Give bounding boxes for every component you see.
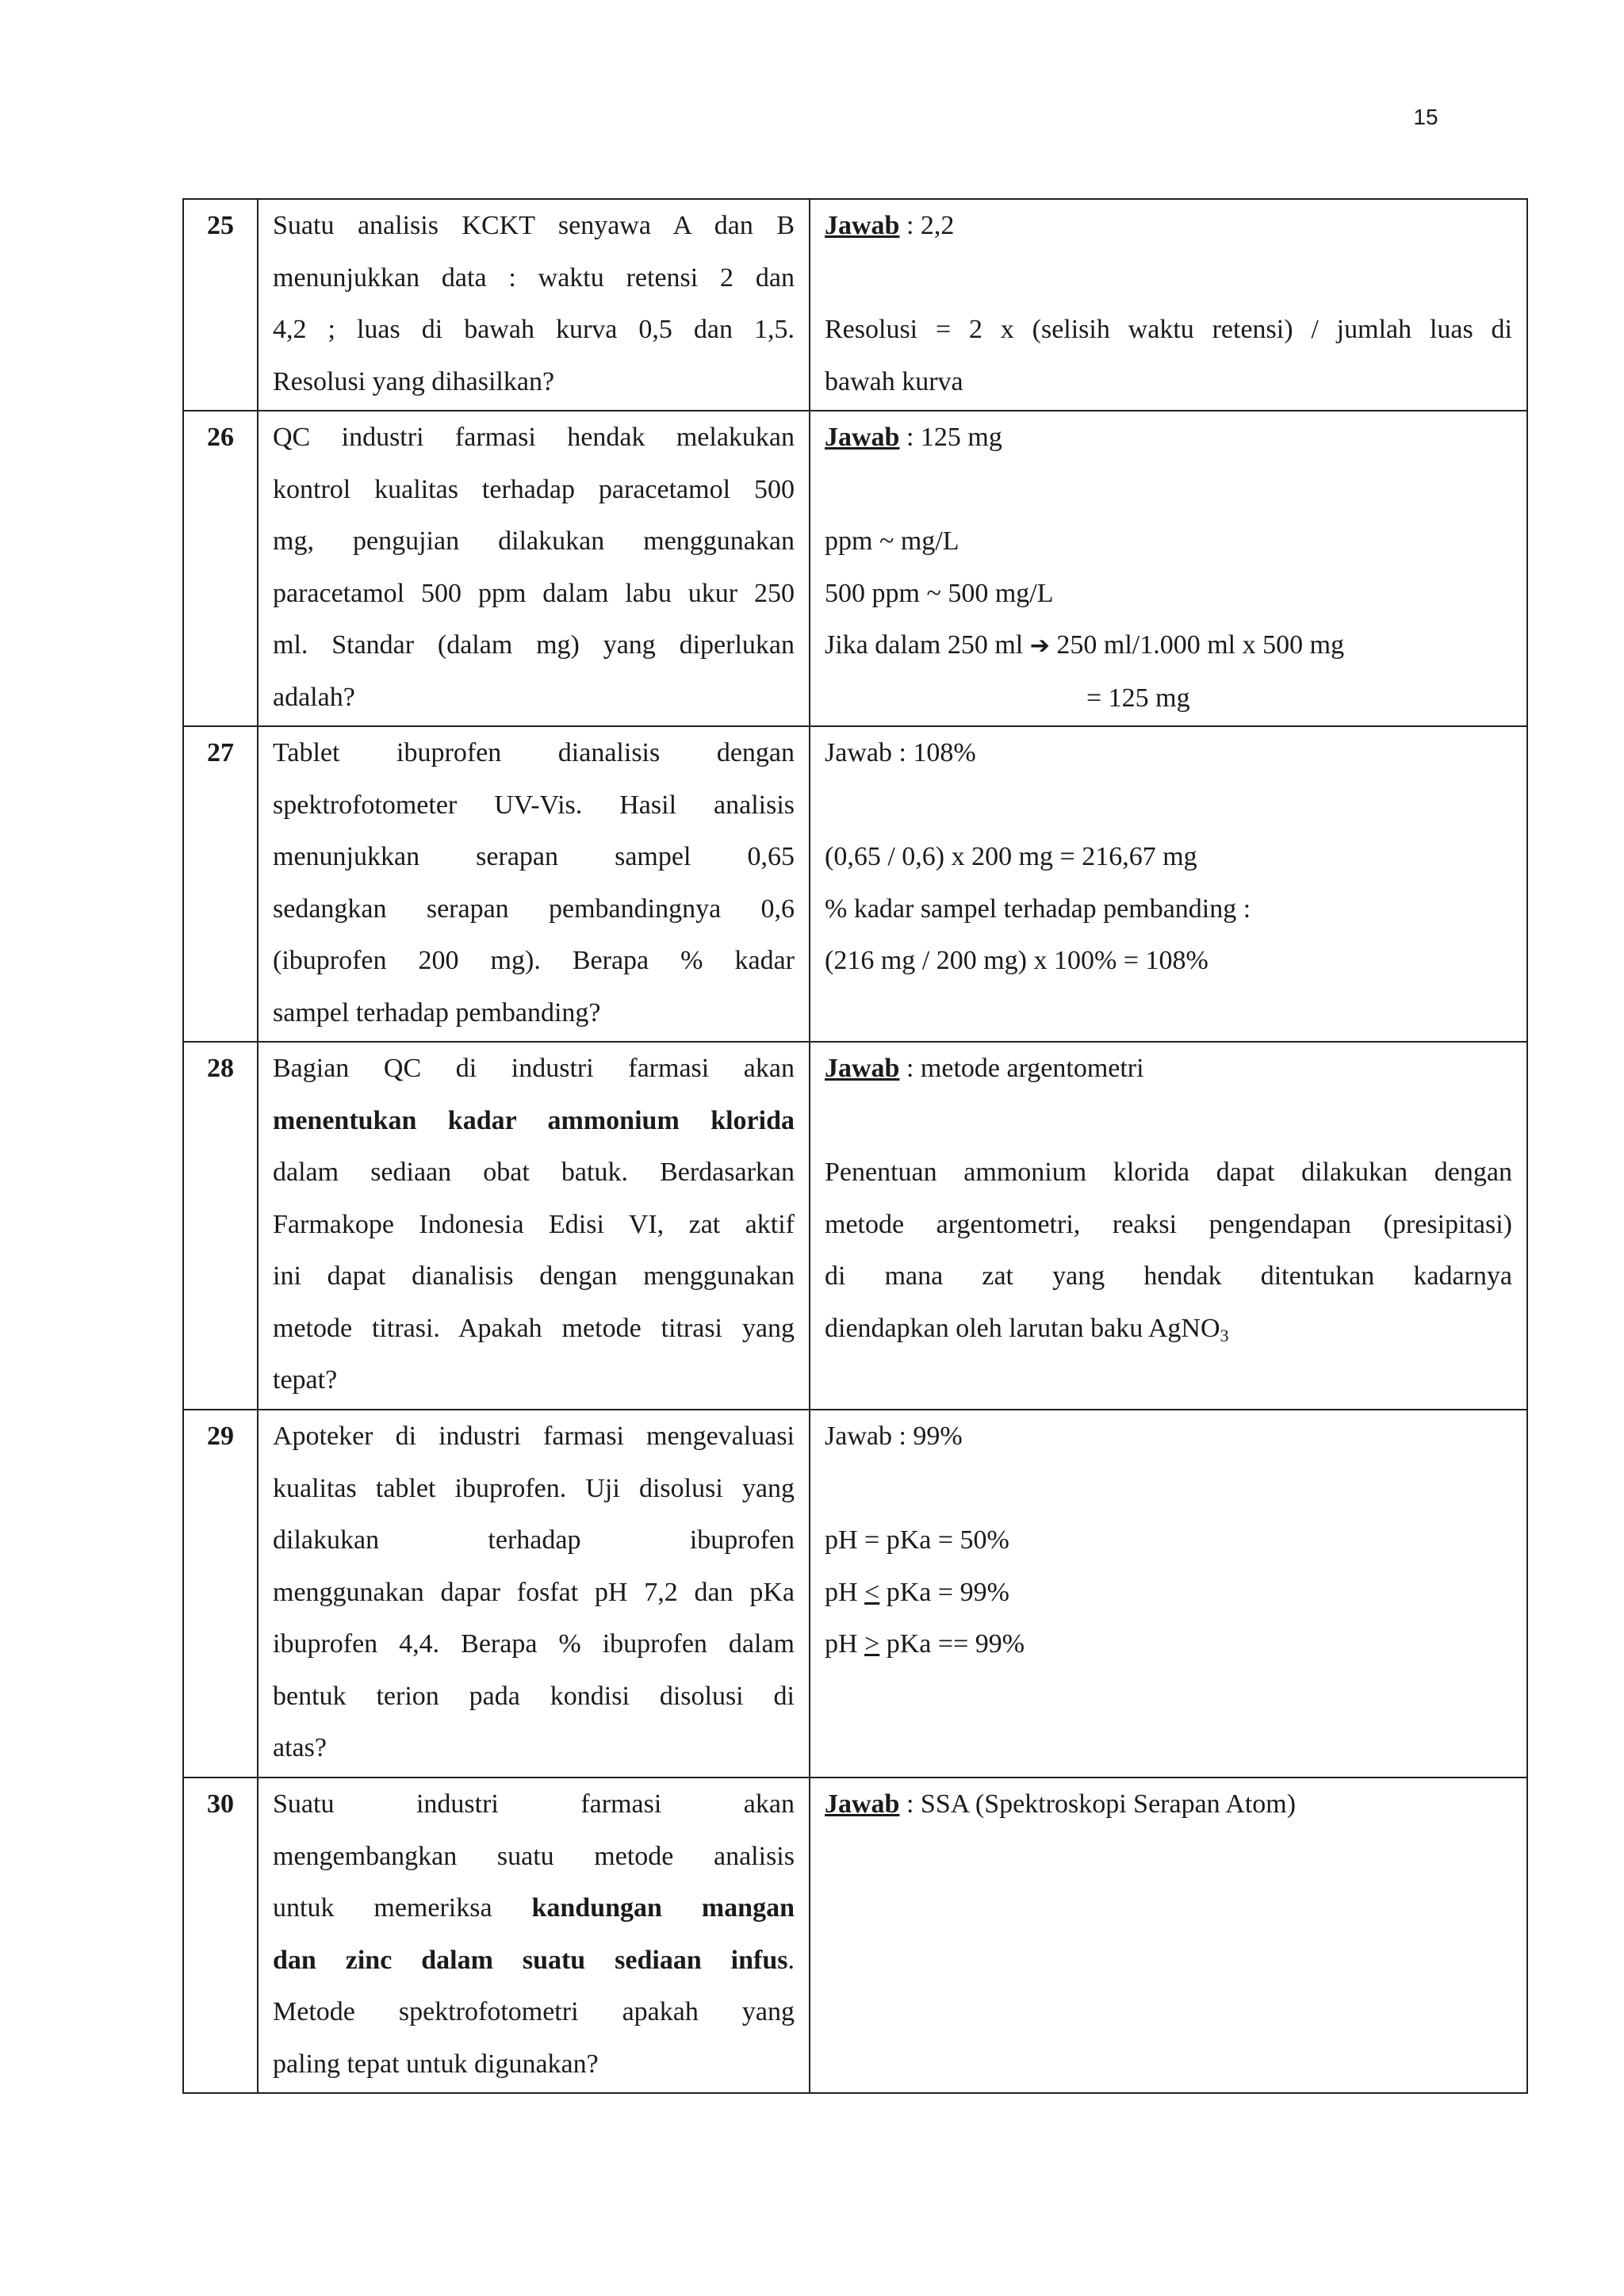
row-number: 25 — [183, 199, 258, 411]
question-line: ml. Standar (dalam mg) yang diperlukan — [273, 630, 795, 660]
answer-text: 250 ml/1.000 ml x 500 mg — [1049, 630, 1345, 660]
answer-heading — [825, 411, 1512, 464]
question-line: Tablet ibuprofen dianalisis dengan — [273, 738, 795, 767]
answer-line — [825, 1618, 1512, 1670]
table-row — [183, 1777, 1527, 2093]
question-line: dalam sediaan obat batuk. Berdasarkan — [273, 1158, 795, 1187]
answer-line: Penentuan ammonium klorida dapat dilakukan dengan — [825, 1158, 1512, 1187]
answer-line: bawah kurva — [825, 366, 963, 396]
question-line: spektrofotometer UV-Vis. Hasil analisis — [273, 790, 795, 820]
answer-value: : 2,2 — [899, 211, 955, 240]
answer-line — [825, 619, 1512, 672]
arrow-right-icon: ➔ — [1029, 632, 1050, 660]
subscript: 3 — [1220, 1325, 1229, 1345]
question-cell — [258, 1042, 810, 1410]
question-line: sedangkan serapan pembandingnya 0,6 — [273, 894, 795, 924]
answer-line: % kadar sampel terhadap pembanding : — [825, 894, 1251, 924]
answer-line: (0,65 / 0,6) x 200 mg = 216,67 mg — [825, 842, 1197, 871]
question-line: menunjukkan data : waktu retensi 2 dan — [273, 262, 795, 293]
answer-line: pH = pKa = 50% — [825, 1525, 1009, 1555]
answer-cell — [810, 199, 1527, 411]
answer-text: pKa == 99% — [879, 1629, 1025, 1659]
answer-text: diendapkan oleh larutan baku AgNO — [825, 1313, 1220, 1343]
question-text: . — [787, 1945, 795, 1975]
question-line: Apoteker di industri farmasi mengevaluasi — [273, 1422, 795, 1451]
answer-cell — [810, 1042, 1527, 1410]
answer-line — [825, 1567, 1512, 1619]
question-line: menggunakan dapar fosfat pH 7,2 dan pKa — [273, 1577, 795, 1607]
question-emphasis: dan zinc dalam suatu sediaan infus — [273, 1945, 788, 1975]
question-line: paracetamol 500 ppm dalam labu ukur 250 — [273, 578, 795, 608]
answer-label: Jawab — [825, 211, 900, 240]
answer-heading — [825, 200, 1512, 252]
answer-value: : metode argentometri — [899, 1054, 1144, 1083]
question-line: sampel terhadap pembanding? — [273, 997, 601, 1027]
row-number: 29 — [183, 1410, 258, 1777]
answer-cell — [810, 726, 1527, 1042]
question-line: atas? — [273, 1733, 327, 1762]
answer-cell — [810, 1410, 1527, 1777]
spacer — [825, 779, 1512, 832]
question-line: mengembangkan suatu metode analisis — [273, 1841, 795, 1871]
question-line: kontrol kualitas terhadap paracetamol 500 — [273, 474, 795, 504]
question-line: Farmakope Indonesia Edisi VI, zat aktif — [273, 1209, 795, 1239]
question-text: untuk memeriksa — [273, 1893, 532, 1923]
question-cell — [258, 199, 810, 411]
answer-value: : SSA (Spektroskopi Serapan Atom) — [899, 1789, 1297, 1819]
answer-label: Jawab — [825, 1054, 900, 1083]
question-line: QC industri farmasi hendak melakukan — [273, 423, 795, 452]
question-line-bold — [273, 1095, 795, 1147]
spacer — [825, 1463, 1512, 1515]
answer-text: pKa = 99% — [879, 1577, 1009, 1607]
question-line: menunjukkan serapan sampel 0,65 — [273, 842, 795, 871]
question-line: Resolusi yang dihasilkan? — [273, 366, 555, 396]
answer-cell — [810, 411, 1527, 726]
question-line: Bagian QC di industri farmasi akan — [273, 1054, 795, 1083]
question-line — [273, 1934, 795, 1987]
answer-line: metode argentometri, reaksi pengendapan (presipitasi) — [825, 1209, 1512, 1239]
spacer — [825, 252, 1512, 304]
question-line: mg, pengujian dilakukan menggunakan — [273, 526, 795, 556]
question-line: ibuprofen 4,4. Berapa % ibuprofen dalam — [273, 1629, 795, 1659]
answer-line — [825, 1303, 1512, 1355]
table-row — [183, 726, 1527, 1042]
question-line: 4,2 ; luas di bawah kurva 0,5 dan 1,5. — [273, 315, 795, 344]
page-number: 15 — [1413, 105, 1438, 129]
spacer — [825, 464, 1512, 516]
question-cell — [258, 1777, 810, 2093]
question-cell — [258, 1410, 810, 1777]
table-row — [183, 199, 1527, 411]
qa-table — [182, 198, 1528, 2094]
question-line — [273, 1882, 795, 1934]
row-number: 26 — [183, 411, 258, 726]
answer-line: Resolusi = 2 x (selisih waktu retensi) / jumlah luas di — [825, 315, 1512, 344]
answer-label: Jawab — [825, 1789, 900, 1819]
row-number: 30 — [183, 1777, 258, 2093]
spacer — [825, 1095, 1512, 1147]
question-line: Metode spektrofotometri apakah yang — [273, 1997, 795, 2026]
answer-heading: Jawab : 108% — [825, 738, 976, 767]
question-emphasis: kandungan mangan — [531, 1893, 795, 1923]
answer-line: 500 ppm ~ 500 mg/L — [825, 578, 1054, 608]
answer-line: ppm ~ mg/L — [825, 526, 959, 556]
question-line: paling tepat untuk digunakan? — [273, 2049, 599, 2079]
question-line: metode titrasi. Apakah metode titrasi yang — [273, 1313, 795, 1343]
answer-text: Jika dalam 250 ml — [825, 630, 1030, 660]
row-number: 28 — [183, 1042, 258, 1410]
answer-text: pH — [825, 1629, 865, 1659]
table-row — [183, 1042, 1527, 1410]
question-line: ini dapat dianalisis dengan menggunakan — [273, 1261, 795, 1291]
less-than-equal-symbol: < — [864, 1577, 880, 1607]
greater-than-equal-symbol: > — [864, 1629, 880, 1659]
answer-line: di mana zat yang hendak ditentukan kadarnya — [825, 1261, 1512, 1291]
question-line: dilakukan terhadap ibuprofen — [273, 1525, 795, 1555]
question-line: tepat? — [273, 1365, 338, 1395]
question-cell — [258, 411, 810, 726]
answer-line: (216 mg / 200 mg) x 100% = 108% — [825, 946, 1208, 975]
answer-heading — [825, 1043, 1512, 1095]
answer-value: : 125 mg — [899, 423, 1002, 452]
answer-heading — [825, 1778, 1512, 1831]
table-row — [183, 411, 1527, 726]
answer-text: pH — [825, 1577, 865, 1607]
answer-cell — [810, 1777, 1527, 2093]
answer-label: Jawab — [825, 423, 900, 452]
question-line: (ibuprofen 200 mg). Berapa % kadar — [273, 946, 795, 975]
question-line: bentuk terion pada kondisi disolusi di — [273, 1681, 795, 1711]
question-cell — [258, 726, 810, 1042]
row-number: 27 — [183, 726, 258, 1042]
question-line: kualitas tablet ibuprofen. Uji disolusi yang — [273, 1473, 795, 1503]
table-row — [183, 1410, 1527, 1777]
question-emphasis: menentukan kadar ammonium klorida — [273, 1105, 795, 1135]
answer-result: = 125 mg — [1086, 683, 1190, 713]
question-line: Suatu industri farmasi akan — [273, 1789, 795, 1819]
question-line: adalah? — [273, 682, 355, 712]
question-line: Suatu analisis KCKT senyawa A dan B — [273, 211, 795, 240]
answer-heading: Jawab : 99% — [825, 1422, 963, 1451]
